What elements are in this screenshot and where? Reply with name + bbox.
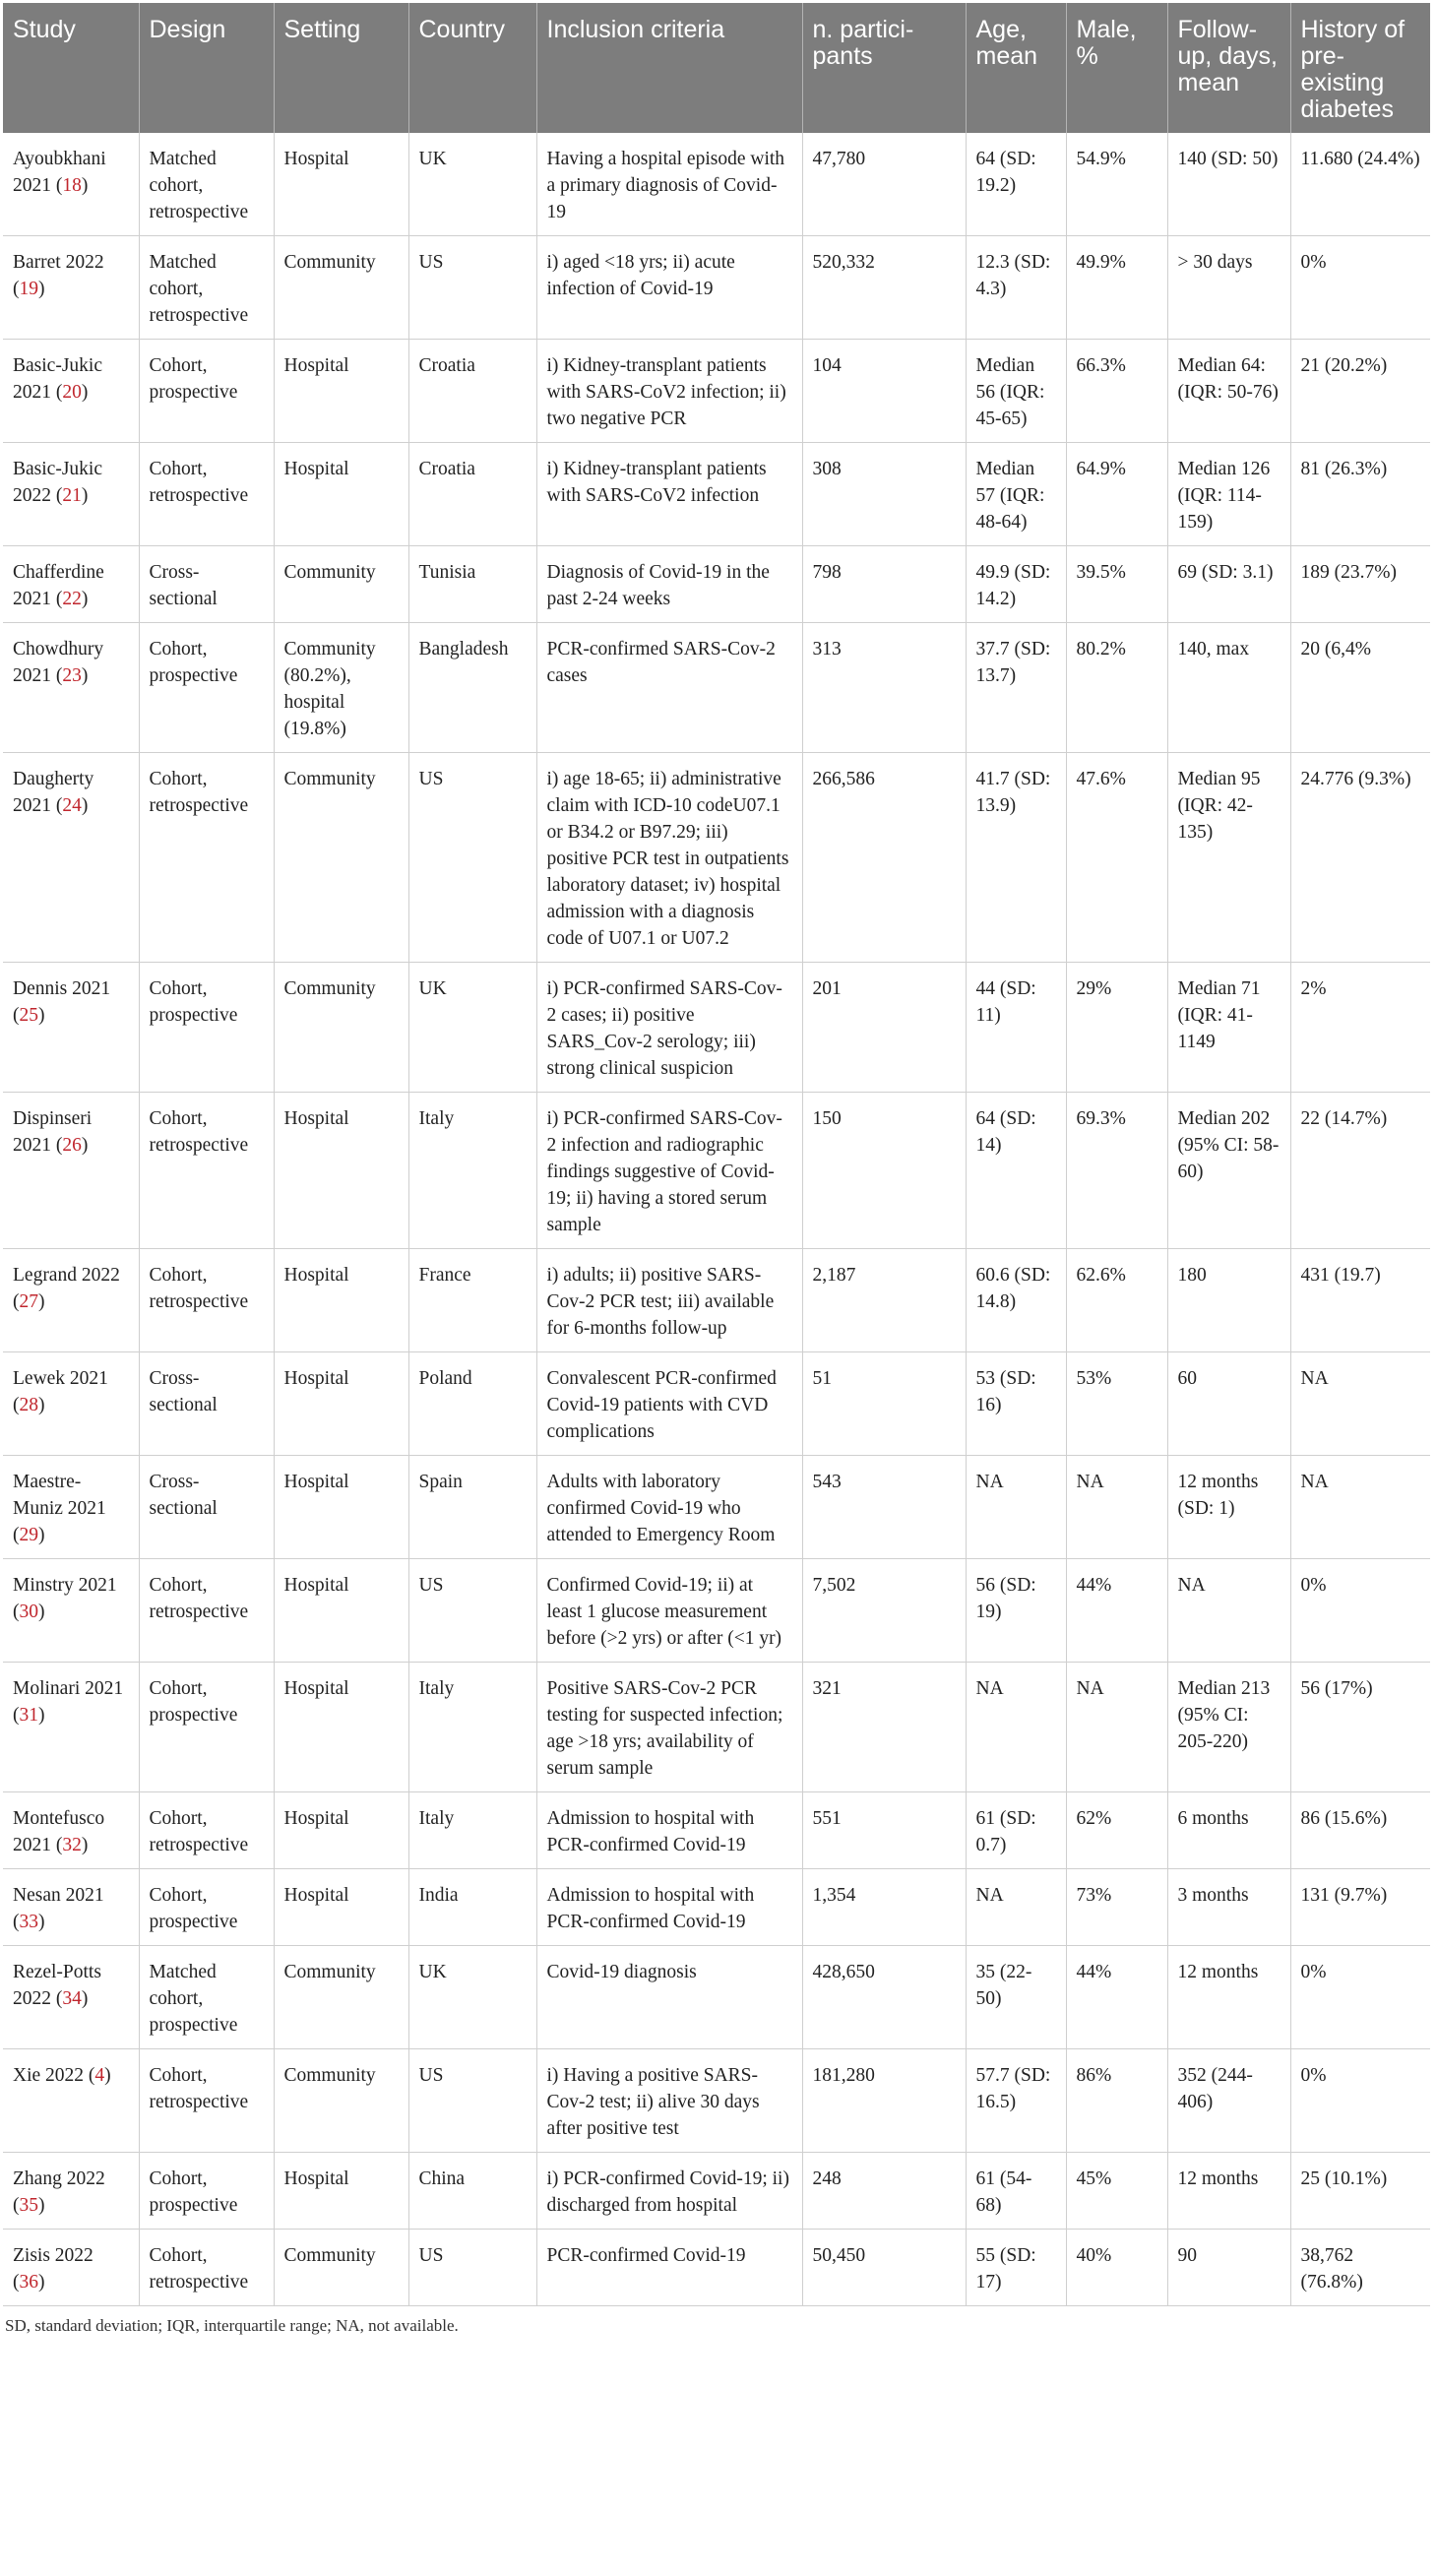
table-footnote: SD, standard deviation; IQR, interquartile range; NA, not available. <box>5 2316 459 2335</box>
inclusion-criteria-cell: Admission to hospital with PCR-confirmed Covid-19 <box>536 1792 802 1869</box>
diabetes-cell: 81 (26.3%) <box>1290 443 1430 546</box>
diabetes-cell: 21 (20.2%) <box>1290 340 1430 443</box>
country-cell: UK <box>408 133 536 236</box>
study-name: Maestre-Muniz 2021 <box>13 1472 106 1519</box>
male-percent-cell: 49.9% <box>1066 236 1167 340</box>
age-cell: NA <box>966 1663 1066 1792</box>
follow-up-cell: > 30 days <box>1167 236 1290 340</box>
male-percent-cell: 64.9% <box>1066 443 1167 546</box>
study-cell: Chafferdine 2021 (22) <box>3 546 139 623</box>
diabetes-cell: 431 (19.7) <box>1290 1249 1430 1352</box>
diabetes-cell: 56 (17%) <box>1290 1663 1430 1792</box>
inclusion-criteria-cell: PCR-confirmed Covid-19 <box>536 2230 802 2306</box>
diabetes-cell: 20 (6,4% <box>1290 623 1430 753</box>
design-cell: Cohort, retrospective <box>139 1559 274 1663</box>
setting-cell: Hospital <box>274 443 408 546</box>
follow-up-cell: 6 months <box>1167 1792 1290 1869</box>
reference-link[interactable]: 19 <box>19 279 38 299</box>
reference-link[interactable]: 24 <box>62 795 82 816</box>
study-cell: Maestre-Muniz 2021 (29) <box>3 1456 139 1559</box>
age-cell: 37.7 (SD: 13.7) <box>966 623 1066 753</box>
reference-link[interactable]: 34 <box>62 1988 82 2009</box>
study-cell: Nesan 2021 (33) <box>3 1869 139 1946</box>
diabetes-cell: 38,762 (76.8%) <box>1290 2230 1430 2306</box>
setting-cell: Hospital <box>274 1792 408 1869</box>
column-header-setting: Setting <box>274 3 408 133</box>
study-name: Daugherty 2021 <box>13 769 94 816</box>
inclusion-criteria-cell: PCR-confirmed SARS-Cov-2 cases <box>536 623 802 753</box>
design-cell: Cross-sectional <box>139 1352 274 1456</box>
participants-cell: 428,650 <box>802 1946 966 2049</box>
column-header-country: Country <box>408 3 536 133</box>
design-cell: Cross-sectional <box>139 546 274 623</box>
male-percent-cell: 86% <box>1066 2049 1167 2153</box>
country-cell: US <box>408 2230 536 2306</box>
country-cell: UK <box>408 963 536 1093</box>
design-cell: Cohort, prospective <box>139 1869 274 1946</box>
inclusion-criteria-cell: Having a hospital episode with a primary diagnosis of Covid-19 <box>536 133 802 236</box>
country-cell: Croatia <box>408 443 536 546</box>
table-row <box>3 133 1430 236</box>
study-cell: Legrand 2022 (27) <box>3 1249 139 1352</box>
reference-link[interactable]: 32 <box>62 1835 82 1855</box>
participants-cell: 50,450 <box>802 2230 966 2306</box>
setting-cell: Community <box>274 2049 408 2153</box>
study-name: Dispinseri 2021 <box>13 1108 93 1156</box>
reference-link[interactable]: 26 <box>62 1135 82 1156</box>
table-row <box>3 2153 1430 2230</box>
inclusion-criteria-cell: Positive SARS-Cov-2 PCR testing for suspected infection; age >18 yrs; availability of serum sample <box>536 1663 802 1792</box>
study-characteristics-table <box>3 3 1430 2306</box>
setting-cell: Community <box>274 2230 408 2306</box>
participants-cell: 313 <box>802 623 966 753</box>
reference-link[interactable]: 18 <box>62 175 82 196</box>
inclusion-criteria-cell: Convalescent PCR-confirmed Covid-19 patients with CVD complications <box>536 1352 802 1456</box>
participants-cell: 308 <box>802 443 966 546</box>
study-name: Minstry 2021 <box>13 1575 117 1596</box>
study-name: Xie 2022 <box>13 2065 85 2086</box>
table-row <box>3 546 1430 623</box>
table-row <box>3 1456 1430 1559</box>
table-row <box>3 1093 1430 1249</box>
follow-up-cell: 352 (244-406) <box>1167 2049 1290 2153</box>
follow-up-cell: 3 months <box>1167 1869 1290 1946</box>
male-percent-cell: 66.3% <box>1066 340 1167 443</box>
reference-link[interactable]: 35 <box>19 2195 38 2216</box>
setting-cell: Hospital <box>274 340 408 443</box>
age-cell: 35 (22-50) <box>966 1946 1066 2049</box>
participants-cell: 1,354 <box>802 1869 966 1946</box>
design-cell: Cohort, prospective <box>139 1663 274 1792</box>
setting-cell: Hospital <box>274 1093 408 1249</box>
reference-link[interactable]: 20 <box>62 382 82 403</box>
column-header-follow-up: Follow-up, days, mean <box>1167 3 1290 133</box>
age-cell: 61 (54-68) <box>966 2153 1066 2230</box>
reference-link[interactable]: 36 <box>19 2272 38 2293</box>
inclusion-criteria-cell: Adults with laboratory confirmed Covid-19 who attended to Emergency Room <box>536 1456 802 1559</box>
study-cell: Basic-Jukic 2022 (21) <box>3 443 139 546</box>
study-cell: Ayoubkhani 2021 (18) <box>3 133 139 236</box>
study-name: Legrand 2022 <box>13 1265 120 1286</box>
age-cell: 61 (SD: 0.7) <box>966 1792 1066 1869</box>
male-percent-cell: 44% <box>1066 1559 1167 1663</box>
follow-up-cell: Median 126 (IQR: 114-159) <box>1167 443 1290 546</box>
design-cell: Matched cohort, retrospective <box>139 133 274 236</box>
reference-link[interactable]: 28 <box>19 1395 38 1415</box>
country-cell: US <box>408 236 536 340</box>
male-percent-cell: NA <box>1066 1663 1167 1792</box>
table-row <box>3 1792 1430 1869</box>
table-row <box>3 1946 1430 2049</box>
design-cell: Matched cohort, prospective <box>139 1946 274 2049</box>
diabetes-cell: 0% <box>1290 2049 1430 2153</box>
male-percent-cell: 69.3% <box>1066 1093 1167 1249</box>
male-percent-cell: 80.2% <box>1066 623 1167 753</box>
follow-up-cell: 140 (SD: 50) <box>1167 133 1290 236</box>
study-cell: Xie 2022 (4) <box>3 2049 139 2153</box>
inclusion-criteria-cell: i) adults; ii) positive SARS-Cov-2 PCR test; iii) available for 6-months follow-up <box>536 1249 802 1352</box>
table-row <box>3 2049 1430 2153</box>
design-cell: Cohort, prospective <box>139 623 274 753</box>
country-cell: US <box>408 753 536 963</box>
country-cell: Italy <box>408 1093 536 1249</box>
country-cell: Bangladesh <box>408 623 536 753</box>
diabetes-cell: 131 (9.7%) <box>1290 1869 1430 1946</box>
diabetes-cell: 24.776 (9.3%) <box>1290 753 1430 963</box>
setting-cell: Hospital <box>274 1869 408 1946</box>
male-percent-cell: 62.6% <box>1066 1249 1167 1352</box>
age-cell: 49.9 (SD: 14.2) <box>966 546 1066 623</box>
reference-link[interactable]: 23 <box>62 665 82 686</box>
table-row <box>3 1663 1430 1792</box>
male-percent-cell: 44% <box>1066 1946 1167 2049</box>
diabetes-cell: 86 (15.6%) <box>1290 1792 1430 1869</box>
follow-up-cell: 12 months <box>1167 1946 1290 2049</box>
country-cell: Italy <box>408 1663 536 1792</box>
male-percent-cell: 54.9% <box>1066 133 1167 236</box>
inclusion-criteria-cell: i) Kidney-transplant patients with SARS-CoV2 infection; ii) two negative PCR <box>536 340 802 443</box>
age-cell: 57.7 (SD: 16.5) <box>966 2049 1066 2153</box>
age-cell: 64 (SD: 19.2) <box>966 133 1066 236</box>
participants-cell: 266,586 <box>802 753 966 963</box>
study-name: Rezel-Potts 2022 <box>13 1962 101 2009</box>
table-row <box>3 1249 1430 1352</box>
reference-link[interactable]: 29 <box>19 1525 38 1545</box>
male-percent-cell: 40% <box>1066 2230 1167 2306</box>
age-cell: NA <box>966 1456 1066 1559</box>
inclusion-criteria-cell: Confirmed Covid-19; ii) at least 1 glucose measurement before (>2 yrs) or after (<1 yr) <box>536 1559 802 1663</box>
inclusion-criteria-cell: i) Kidney-transplant patients with SARS-CoV2 infection <box>536 443 802 546</box>
reference-link[interactable]: 31 <box>19 1705 38 1726</box>
reference-link[interactable]: 25 <box>19 1005 38 1026</box>
study-cell: Chowdhury 2021 (23) <box>3 623 139 753</box>
follow-up-cell: Median 95 (IQR: 42-135) <box>1167 753 1290 963</box>
male-percent-cell: 47.6% <box>1066 753 1167 963</box>
male-percent-cell: 29% <box>1066 963 1167 1093</box>
design-cell: Matched cohort, retrospective <box>139 236 274 340</box>
inclusion-criteria-cell: i) PCR-confirmed SARS-Cov-2 infection and radiographic findings suggestive of Covid-19; ii) having a stored serum sample <box>536 1093 802 1249</box>
design-cell: Cohort, retrospective <box>139 1093 274 1249</box>
follow-up-cell: NA <box>1167 1559 1290 1663</box>
study-cell: Montefusco 2021 (32) <box>3 1792 139 1869</box>
study-cell: Molinari 2021 (31) <box>3 1663 139 1792</box>
table-row <box>3 753 1430 963</box>
reference-link[interactable]: 30 <box>19 1602 38 1622</box>
participants-cell: 201 <box>802 963 966 1093</box>
follow-up-cell: 60 <box>1167 1352 1290 1456</box>
design-cell: Cohort, prospective <box>139 2153 274 2230</box>
follow-up-cell: Median 202 (95% CI: 58-60) <box>1167 1093 1290 1249</box>
inclusion-criteria-cell: i) Having a positive SARS-Cov-2 test; ii) alive 30 days after positive test <box>536 2049 802 2153</box>
design-cell: Cohort, retrospective <box>139 2230 274 2306</box>
follow-up-cell: 90 <box>1167 2230 1290 2306</box>
participants-cell: 798 <box>802 546 966 623</box>
study-name: Nesan 2021 <box>13 1885 104 1906</box>
follow-up-cell: 69 (SD: 3.1) <box>1167 546 1290 623</box>
follow-up-cell: Median 64: (IQR: 50-76) <box>1167 340 1290 443</box>
male-percent-cell: NA <box>1066 1456 1167 1559</box>
design-cell: Cohort, prospective <box>139 963 274 1093</box>
reference-link[interactable]: 4 <box>94 2065 105 2086</box>
study-name: Basic-Jukic 2021 <box>13 355 102 403</box>
follow-up-cell: 180 <box>1167 1249 1290 1352</box>
diabetes-cell: 0% <box>1290 1559 1430 1663</box>
setting-cell: Community <box>274 1946 408 2049</box>
design-cell: Cohort, prospective <box>139 340 274 443</box>
diabetes-cell: 25 (10.1%) <box>1290 2153 1430 2230</box>
diabetes-cell: 22 (14.7%) <box>1290 1093 1430 1249</box>
male-percent-cell: 39.5% <box>1066 546 1167 623</box>
diabetes-cell: NA <box>1290 1456 1430 1559</box>
study-name: Zisis 2022 <box>13 2245 94 2266</box>
column-header-participants: n. partici-pants <box>802 3 966 133</box>
participants-cell: 543 <box>802 1456 966 1559</box>
participants-cell: 551 <box>802 1792 966 1869</box>
country-cell: Italy <box>408 1792 536 1869</box>
study-name: Chowdhury 2021 <box>13 639 104 686</box>
table-row <box>3 623 1430 753</box>
study-name: Ayoubkhani 2021 <box>13 149 106 196</box>
reference-link[interactable]: 22 <box>62 589 82 609</box>
age-cell: 44 (SD: 11) <box>966 963 1066 1093</box>
table-body <box>3 133 1430 2306</box>
study-name: Basic-Jukic 2022 <box>13 459 102 506</box>
inclusion-criteria-cell: i) PCR-confirmed SARS-Cov-2 cases; ii) positive SARS_Cov-2 serology; iii) strong clinical suspicion <box>536 963 802 1093</box>
age-cell: 41.7 (SD: 13.9) <box>966 753 1066 963</box>
setting-cell: Hospital <box>274 1249 408 1352</box>
age-cell: 64 (SD: 14) <box>966 1093 1066 1249</box>
study-name: Lewek 2021 <box>13 1368 108 1389</box>
study-cell: Zisis 2022 (36) <box>3 2230 139 2306</box>
study-cell: Lewek 2021 (28) <box>3 1352 139 1456</box>
diabetes-cell: 0% <box>1290 236 1430 340</box>
study-cell: Basic-Jukic 2021 (20) <box>3 340 139 443</box>
country-cell: UK <box>408 1946 536 2049</box>
participants-cell: 51 <box>802 1352 966 1456</box>
inclusion-criteria-cell: i) PCR-confirmed Covid-19; ii) discharged from hospital <box>536 2153 802 2230</box>
follow-up-cell: 140, max <box>1167 623 1290 753</box>
setting-cell: Hospital <box>274 1456 408 1559</box>
study-cell: Daugherty 2021 (24) <box>3 753 139 963</box>
setting-cell: Community <box>274 753 408 963</box>
table-row <box>3 2230 1430 2306</box>
study-cell: Dennis 2021 (25) <box>3 963 139 1093</box>
follow-up-cell: Median 213 (95% CI: 205-220) <box>1167 1663 1290 1792</box>
diabetes-cell: 11.680 (24.4%) <box>1290 133 1430 236</box>
inclusion-criteria-cell: Admission to hospital with PCR-confirmed Covid-19 <box>536 1869 802 1946</box>
diabetes-cell: 2% <box>1290 963 1430 1093</box>
age-cell: 56 (SD: 19) <box>966 1559 1066 1663</box>
setting-cell: Hospital <box>274 133 408 236</box>
table-row <box>3 963 1430 1093</box>
setting-cell: Community <box>274 546 408 623</box>
participants-cell: 2,187 <box>802 1249 966 1352</box>
male-percent-cell: 45% <box>1066 2153 1167 2230</box>
table-container <box>3 3 1430 2336</box>
study-name: Chafferdine 2021 <box>13 562 104 609</box>
setting-cell: Hospital <box>274 1352 408 1456</box>
design-cell: Cohort, retrospective <box>139 1792 274 1869</box>
design-cell: Cohort, retrospective <box>139 753 274 963</box>
study-cell: Barret 2022 (19) <box>3 236 139 340</box>
column-header-male: Male, % <box>1066 3 1167 133</box>
age-cell: Median 56 (IQR: 45-65) <box>966 340 1066 443</box>
participants-cell: 7,502 <box>802 1559 966 1663</box>
table-row <box>3 443 1430 546</box>
study-cell: Minstry 2021 (30) <box>3 1559 139 1663</box>
age-cell: 53 (SD: 16) <box>966 1352 1066 1456</box>
table-row <box>3 340 1430 443</box>
country-cell: Spain <box>408 1456 536 1559</box>
participants-cell: 520,332 <box>802 236 966 340</box>
design-cell: Cohort, retrospective <box>139 2049 274 2153</box>
design-cell: Cross-sectional <box>139 1456 274 1559</box>
column-header-design: Design <box>139 3 274 133</box>
setting-cell: Hospital <box>274 1559 408 1663</box>
table-row <box>3 1559 1430 1663</box>
participants-cell: 47,780 <box>802 133 966 236</box>
inclusion-criteria-cell: Covid-19 diagnosis <box>536 1946 802 2049</box>
inclusion-criteria-cell: i) age 18-65; ii) administrative claim with ICD-10 codeU07.1 or B34.2 or B97.29; iii) positive PCR test in outpatients laboratory dataset; iv) hospital admission with a diagnosis code of U07.1 or U07.2 <box>536 753 802 963</box>
inclusion-criteria-cell: i) aged <18 yrs; ii) acute infection of Covid-19 <box>536 236 802 340</box>
inclusion-criteria-cell: Diagnosis of Covid-19 in the past 2-24 weeks <box>536 546 802 623</box>
study-cell: Zhang 2022 (35) <box>3 2153 139 2230</box>
setting-cell: Hospital <box>274 2153 408 2230</box>
study-name: Barret 2022 <box>13 252 104 273</box>
setting-cell: Hospital <box>274 1663 408 1792</box>
column-header-diabetes: History of pre-existing diabetes <box>1290 3 1430 133</box>
column-header-inclusion-criteria: Inclusion criteria <box>536 3 802 133</box>
study-name: Montefusco 2021 <box>13 1808 105 1855</box>
study-cell: Dispinseri 2021 (26) <box>3 1093 139 1249</box>
study-name: Molinari 2021 <box>13 1678 124 1699</box>
country-cell: US <box>408 1559 536 1663</box>
reference-link[interactable]: 33 <box>19 1912 38 1932</box>
table-row <box>3 236 1430 340</box>
diabetes-cell: NA <box>1290 1352 1430 1456</box>
age-cell: 12.3 (SD: 4.3) <box>966 236 1066 340</box>
reference-link[interactable]: 21 <box>62 485 82 506</box>
column-header-age: Age, mean <box>966 3 1066 133</box>
country-cell: China <box>408 2153 536 2230</box>
age-cell: 60.6 (SD: 14.8) <box>966 1249 1066 1352</box>
participants-cell: 321 <box>802 1663 966 1792</box>
design-cell: Cohort, retrospective <box>139 443 274 546</box>
age-cell: Median 57 (IQR: 48-64) <box>966 443 1066 546</box>
setting-cell: Community <box>274 963 408 1093</box>
header-row <box>3 3 1430 133</box>
male-percent-cell: 62% <box>1066 1792 1167 1869</box>
country-cell: Poland <box>408 1352 536 1456</box>
study-name: Zhang 2022 <box>13 2168 105 2189</box>
age-cell: NA <box>966 1869 1066 1946</box>
design-cell: Cohort, retrospective <box>139 1249 274 1352</box>
diabetes-cell: 189 (23.7%) <box>1290 546 1430 623</box>
column-header-study: Study <box>3 3 139 133</box>
participants-cell: 181,280 <box>802 2049 966 2153</box>
participants-cell: 104 <box>802 340 966 443</box>
study-name: Dennis 2021 <box>13 978 111 999</box>
diabetes-cell: 0% <box>1290 1946 1430 2049</box>
country-cell: India <box>408 1869 536 1946</box>
study-cell: Rezel-Potts 2022 (34) <box>3 1946 139 2049</box>
country-cell: Croatia <box>408 340 536 443</box>
participants-cell: 150 <box>802 1093 966 1249</box>
table-row <box>3 1352 1430 1456</box>
country-cell: Tunisia <box>408 546 536 623</box>
male-percent-cell: 53% <box>1066 1352 1167 1456</box>
participants-cell: 248 <box>802 2153 966 2230</box>
male-percent-cell: 73% <box>1066 1869 1167 1946</box>
country-cell: US <box>408 2049 536 2153</box>
age-cell: 55 (SD: 17) <box>966 2230 1066 2306</box>
follow-up-cell: Median 71 (IQR: 41-1149 <box>1167 963 1290 1093</box>
country-cell: France <box>408 1249 536 1352</box>
table-row <box>3 1869 1430 1946</box>
setting-cell: Community (80.2%), hospital (19.8%) <box>274 623 408 753</box>
reference-link[interactable]: 27 <box>19 1291 38 1312</box>
follow-up-cell: 12 months (SD: 1) <box>1167 1456 1290 1559</box>
follow-up-cell: 12 months <box>1167 2153 1290 2230</box>
setting-cell: Community <box>274 236 408 340</box>
